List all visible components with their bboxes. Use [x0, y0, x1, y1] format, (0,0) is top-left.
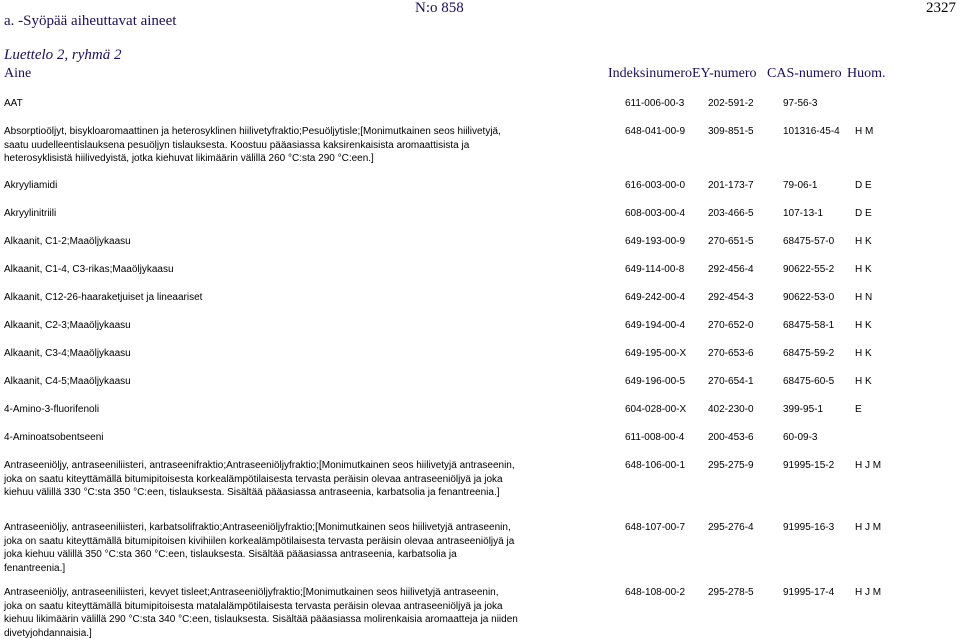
cas-number: 90622-55-2 — [783, 264, 835, 275]
ec-number: 402-230-0 — [708, 404, 754, 415]
index-number: 604-028-00-X — [625, 404, 687, 415]
index-number: 648-106-00-1 — [625, 460, 686, 471]
substance-name: Alkaanit, C1-4, C3-rikas;Maaöljykaasu — [4, 264, 174, 275]
cas-number: 107-13-1 — [783, 208, 824, 219]
ec-number: 270-653-6 — [708, 348, 754, 359]
column-header-ec: EY-numero — [692, 66, 757, 81]
note: H N — [855, 292, 873, 303]
index-number: 648-107-00-7 — [625, 522, 686, 533]
index-number: 616-003-00-0 — [625, 180, 686, 191]
substance-name: Antraseeniöljy, antraseeniliisteri, antraseenifraktio;Antraseeniöljyfraktio;[Monimutkainen seos hiilivetyjä antraseenin, joka on saatu kiteyttämällä bitumipitoisesta korkealämpötilaisesta tervasta peräisin olevaa antraseeniöljyä ja joka kiehuu välillä 330 °C:sta 350 °C:een, tislauksesta. Sisältää pääasiassa antraseenia, karbatsolia ja fenantreenia.] — [4, 460, 515, 498]
index-number: 649-194-00-4 — [625, 320, 686, 331]
substance-name: AAT — [4, 98, 23, 109]
statute-number: N:o 858 — [415, 0, 464, 16]
note: H J M — [855, 587, 882, 598]
cas-number: 399-95-1 — [783, 404, 824, 415]
substance-name: Akryyliamidi — [4, 180, 58, 191]
index-number: 648-041-00-9 — [625, 126, 686, 137]
note: D E — [855, 208, 872, 219]
cas-number: 91995-15-2 — [783, 460, 835, 471]
substance-name: Absorptioöljyt, bisykloaromaattinen ja heterosyklinen hiilivetyfraktio;Pesuöljytisle;[Monimutkainen seos hiilivetyjä, saatu uudelleentislauksena pesuöljyn tislauksesta. Koostuu pääasiassa kaksirenkaisista aromaattisista ja heterosyklisistä hiilivedyistä, jotka kiehuvat likimäärin välillä 260 °C:sta 290 °C:een.] — [4, 126, 501, 164]
column-header-note: Huom. — [847, 66, 886, 81]
index-number: 611-006-00-3 — [625, 98, 685, 109]
substance-name: Antraseeniöljy, antraseeniliisteri, kevyet tisleet;Antraseeniöljyfraktio;[Monimutkainen seos hiilivetyjä antraseenin, joka on saatu kiteyttämällä bitumipitoisesta matalalämpötilaisesta tervasta peräisin olevaa antraseeniöljyä ja joka kiehuu likimäärin välillä 290 °C:sta 340 °C:een, tislauksesta. Sisältää pääasiassa molirenkaisia aromaatteja ja niiden divetyjohdannaisia.] — [4, 587, 518, 639]
ec-number: 309-851-5 — [708, 126, 754, 137]
cas-number: 90622-53-0 — [783, 292, 835, 303]
ec-number: 295-278-5 — [708, 587, 754, 598]
note: H J M — [855, 522, 882, 533]
ec-number: 270-652-0 — [708, 320, 754, 331]
cas-number: 79-06-1 — [783, 180, 818, 191]
ec-number: 292-454-3 — [708, 292, 754, 303]
index-number: 649-196-00-5 — [625, 376, 686, 387]
list-title: Luettelo 2, ryhmä 2 — [4, 47, 122, 63]
index-number: 649-242-00-4 — [625, 292, 686, 303]
cas-number: 60-09-3 — [783, 432, 818, 443]
ec-number: 270-651-5 — [708, 236, 754, 247]
cas-number: 97-56-3 — [783, 98, 818, 109]
cas-number: 68475-57-0 — [783, 236, 835, 247]
column-header-index: Indeksinumero — [608, 66, 692, 81]
cas-number: 91995-16-3 — [783, 522, 835, 533]
index-number: 649-114-00-8 — [625, 264, 685, 275]
cas-number: 68475-59-2 — [783, 348, 835, 359]
substance-name: Antraseeniöljy, antraseeniliisteri, karbatsolifraktio;Antraseeniöljyfraktio;[Monimutkainen seos hiilivetyjä antraseenin, joka on saatu kiteyttämällä bitumipitoisen kivihiilen korkealämpötilaisesta tervasta peräisin olevaa antraseeniöljyä ja joka kiehuu välillä 350 °C:sta 360 °C:een, tislauksesta. Sisältää pääasiassa antraseenia, karbatsolia ja fenantreenia.] — [4, 522, 515, 574]
note: H J M — [855, 460, 882, 471]
note: H K — [855, 320, 872, 331]
cas-number: 68475-58-1 — [783, 320, 835, 331]
cas-number: 101316-45-4 — [783, 126, 840, 137]
section-heading: a. -Syöpää aiheuttavat aineet — [4, 13, 177, 29]
substance-name: Alkaanit, C12-26-haaraketjuiset ja lineaariset — [4, 292, 203, 303]
ec-number: 270-654-1 — [708, 376, 754, 387]
ec-number: 295-275-9 — [708, 460, 754, 471]
column-header-name: Aine — [4, 66, 32, 81]
ec-number: 292-456-4 — [708, 264, 754, 275]
ec-number: 203-466-5 — [708, 208, 754, 219]
substance-name: Alkaanit, C2-3;Maaöljykaasu — [4, 320, 131, 331]
note: H K — [855, 376, 872, 387]
note: H K — [855, 348, 872, 359]
note: H K — [855, 264, 872, 275]
substance-name: Akryylinitriili — [4, 208, 57, 219]
ec-number: 202-591-2 — [708, 98, 754, 109]
note: E — [855, 404, 862, 415]
cas-number: 91995-17-4 — [783, 587, 835, 598]
ec-number: 200-453-6 — [708, 432, 754, 443]
cas-number: 68475-60-5 — [783, 376, 835, 387]
substance-name: 4-Aminoatsobentseeni — [4, 432, 104, 443]
index-number: 649-195-00-X — [625, 348, 687, 359]
index-number: 648-108-00-2 — [625, 587, 686, 598]
substance-name: Alkaanit, C3-4;Maaöljykaasu — [4, 348, 131, 359]
note: D E — [855, 180, 872, 191]
note: H K — [855, 236, 872, 247]
ec-number: 295-276-4 — [708, 522, 754, 533]
index-number: 608-003-00-4 — [625, 208, 686, 219]
substance-name: Alkaanit, C1-2;Maaöljykaasu — [4, 236, 131, 247]
substance-name: Alkaanit, C4-5;Maaöljykaasu — [4, 376, 131, 387]
note: H M — [855, 126, 874, 137]
substance-name: 4-Amino-3-fluorifenoli — [4, 404, 100, 415]
column-header-cas: CAS-numero — [767, 66, 842, 81]
index-number: 611-008-00-4 — [625, 432, 685, 443]
index-number: 649-193-00-9 — [625, 236, 686, 247]
page-number: 2327 — [926, 0, 956, 16]
ec-number: 201-173-7 — [708, 180, 754, 191]
